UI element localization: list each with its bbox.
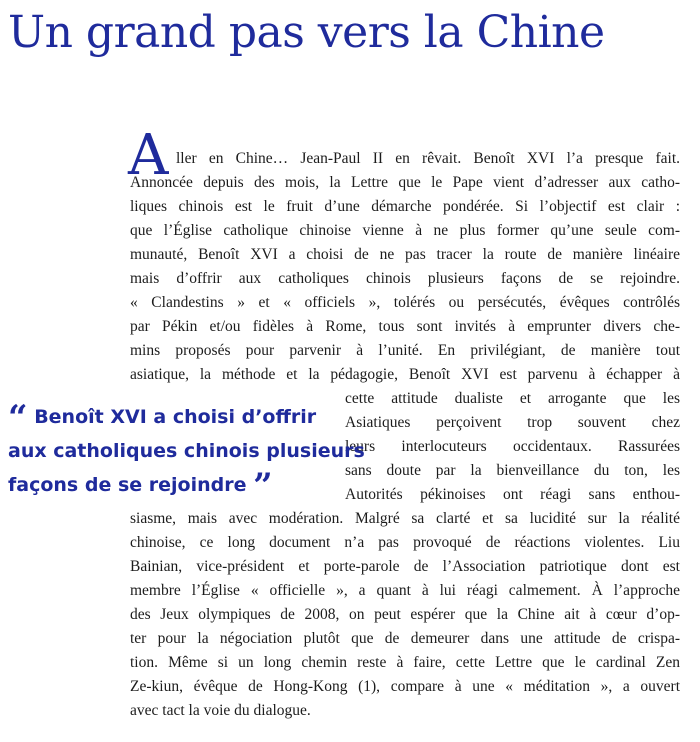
body-line: Ze-kiun, évêque de Hong-Kong (1), compare à une « méditation », a ouvert	[130, 678, 680, 695]
pull-quote-line	[8, 436, 365, 466]
open-quote-mark: “	[8, 398, 28, 438]
body-line: munauté, Benoît XVI a choisi de ne pas tracer la route de manière linéaire	[130, 246, 680, 263]
pull-quote-line	[8, 466, 273, 506]
drop-cap: A	[128, 123, 169, 188]
body-line: asiatique, la méthode et la pédagogie, Benoît XVI est parvenu à échapper à	[130, 366, 680, 383]
body-line: ller en Chine… Jean-Paul II en rêvait. Benoît XVI l’a presque fait.	[176, 150, 680, 167]
body-line: ter pour la négociation plutôt que de demeurer dans une attitude de crispa-	[130, 630, 680, 647]
body-line: que l’Église catholique chinoise vienne à ne plus former qu’une seule com-	[130, 222, 680, 239]
pull-quote-text: aux catholiques chinois plusieurs	[8, 440, 365, 462]
pull-quote-line	[8, 398, 317, 438]
pull-quote-text: façons de se rejoindre	[8, 474, 247, 496]
pull-quote-text: Benoît XVI a choisi d’offrir	[34, 406, 317, 428]
article-title: Un grand pas vers la Chine	[8, 7, 605, 58]
body-line: membre l’Église « officielle », a quant à lui réagi calmement. À l’approche	[130, 582, 680, 599]
body-line: avec tact la voie du dialogue.	[130, 702, 311, 719]
body-line: « Clandestins » et « officiels », tolérés ou persécutés, évêques contrôlés	[130, 294, 680, 311]
body-line: Autorités pékinoises ont réagi sans enthou-	[345, 486, 680, 503]
body-line: cette attitude dualiste et arrogante que les	[345, 390, 680, 407]
body-line: Asiatiques perçoivent trop souvent chez	[345, 414, 680, 431]
body-line: sans doute par la bienveillance du ton, les	[345, 462, 680, 479]
body-line: liques chinois est le fruit d’une démarche pondérée. Si l’objectif est clair :	[130, 198, 680, 215]
body-line: des Jeux olympiques de 2008, on peut espérer que la Chine ait à cœur d’op-	[130, 606, 680, 623]
body-line: par Pékin et/ou fidèles à Rome, tous sont invités à emprunter divers che-	[130, 318, 680, 335]
body-line: mais d’offrir aux catholiques chinois plusieurs façons de se rejoindre.	[130, 270, 680, 287]
body-line: leurs interlocuteurs occidentaux. Rassurées	[345, 438, 680, 455]
close-quote-mark: ”	[253, 466, 273, 506]
body-line: siasme, mais avec modération. Malgré sa clarté et sa lucidité sur la réalité	[130, 510, 680, 527]
body-line: tion. Même si un long chemin reste à faire, cette Lettre que le cardinal Zen	[130, 654, 680, 671]
body-line: mins proposés pour parvenir à l’unité. En privilégiant, de manière tout	[130, 342, 680, 359]
body-line: Bainian, vice-président et porte-parole de l’Association patriotique dont est	[130, 558, 680, 575]
body-line: chinoise, ce long document n’a pas provoqué de réactions violentes. Liu	[130, 534, 680, 551]
body-line: Annoncée depuis des mois, la Lettre que le Pape vient d’adresser aux catho-	[130, 174, 680, 191]
